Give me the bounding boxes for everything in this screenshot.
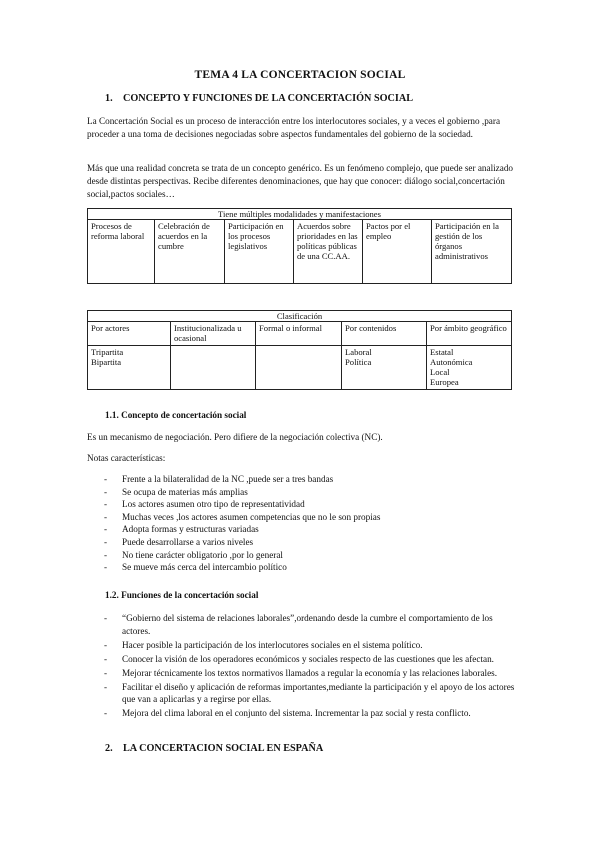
list-item-text: “Gobierno del sistema de relaciones laborales”,ordenando desde la cumbre el comportamiento de los actores. [122, 613, 493, 636]
classification-cell-actores [88, 346, 171, 390]
section-1-paragraph-1: La Concertación Social es un proceso de interacción entre los interlocutores sociales, y a veces el gobierno ,para proceder a una toma de decisiones negociadas sobre aspectos fundamentales del gobierno de la sociedad. [87, 116, 501, 139]
list-item [87, 511, 380, 524]
classification-column-header: Por actores [88, 322, 171, 346]
dash-bullet: - [104, 562, 108, 573]
classification-value: Europea [430, 377, 459, 387]
list-item [87, 681, 522, 706]
list-item-text: Puede desarrollarse a varios niveles [122, 536, 254, 547]
list-item-text: Frente a la bilateralidad de la NC ,puede ser a tres bandas [122, 474, 334, 484]
dash-bullet: - [104, 511, 108, 522]
list-item [87, 523, 380, 536]
list-item [87, 561, 380, 574]
dash-bullet: - [104, 667, 108, 678]
list-item [87, 667, 522, 680]
dash-bullet: - [104, 474, 108, 484]
dash-bullet: - [104, 653, 108, 664]
dash-bullet: - [104, 486, 108, 497]
section-2-heading: LA CONCERTACION SOCIAL EN ESPAÑA [123, 743, 324, 754]
dash-bullet: - [104, 708, 108, 718]
classification-column-header: Formal o informal [256, 322, 342, 346]
list-item [87, 707, 522, 720]
classification-cell-contenidos [342, 346, 427, 390]
modality-cell: Participación en los procesos legislativos [225, 220, 294, 284]
list-item-text: Hacer posible la participación de los interlocutores sociales en el sistema político. [122, 639, 423, 650]
list-item-text: Los actores asumen otro tipo de representatividad [122, 499, 305, 510]
classification-value: Local [430, 367, 450, 377]
section-1-heading: CONCEPTO Y FUNCIONES DE LA CONCERTACIÓN SOCIAL [123, 93, 414, 104]
list-item-text: Se mueve más cerca del intercambio político [122, 562, 287, 573]
dash-bullet: - [104, 524, 108, 535]
modality-cell: Acuerdos sobre prioridades en las políticas públicas de una CC.AA. [294, 220, 363, 284]
list-item-text: No tiene carácter obligatorio ,por lo general [122, 549, 283, 560]
list-item [87, 498, 380, 511]
functions-list [87, 612, 522, 721]
list-item-text: Conocer la visión de los operadores económicos y sociales respecto de las cuestiones que les afectan. [122, 653, 494, 664]
modality-cell: Celebración de acuerdos en la cumbre [155, 220, 225, 284]
classification-column-header: Por contenidos [342, 322, 427, 346]
modalities-table [87, 208, 512, 284]
notes-label: Notas características: [87, 453, 166, 463]
list-item-text: Muchas veces ,los actores asumen competencias que no le son propias [122, 511, 381, 522]
classification-value: Autonómica [430, 357, 473, 367]
classification-table [87, 310, 512, 390]
modality-cell: Procesos de reforma laboral [88, 220, 155, 284]
list-item [87, 536, 380, 549]
list-item-text: Mejora del clima laboral en el conjunto del sistema. Incrementar la paz social y resta conflicto. [122, 708, 471, 718]
dash-bullet: - [104, 613, 108, 623]
section-1-number: 1. [105, 93, 113, 104]
classification-cell-empty [256, 346, 342, 390]
dash-bullet: - [104, 549, 108, 560]
page-title: TEMA 4 LA CONCERTACION SOCIAL [194, 69, 406, 81]
list-item [87, 612, 522, 637]
modality-cell: Participación en la gestión de los órganos administrativos [432, 220, 512, 284]
list-item [87, 639, 522, 652]
classification-table-header: Clasificación [88, 311, 512, 322]
dash-bullet: - [104, 499, 108, 510]
classification-value: Estatal [430, 347, 454, 357]
list-item [87, 549, 380, 562]
section-1-1-heading: 1.1. Concepto de concertación social [105, 410, 247, 420]
modality-cell: Pactos por el empleo [363, 220, 432, 284]
classification-value: Política [345, 357, 372, 367]
list-item-text: Mejorar técnicamente los textos normativos llamados a regular la economía y las relaciones laborales. [122, 667, 498, 678]
list-item [87, 486, 380, 499]
dash-bullet: - [104, 681, 108, 692]
section-1-paragraph-2: Más que una realidad concreta se trata de un concepto genérico. Es un fenómeno complejo, que puede ser analizado desde distintas perspectivas. Recibe diferentes denominaciones, que hay que conocer: diálogo social,concertación social,pactos sociales… [87, 163, 514, 199]
list-item [87, 653, 522, 666]
dash-bullet: - [104, 639, 108, 650]
modalities-table-header: Tiene múltiples modalidades y manifestaciones [88, 209, 512, 220]
classification-column-header: Por ámbito geográfico [427, 322, 512, 346]
characteristics-list [87, 473, 380, 574]
dash-bullet: - [104, 536, 108, 547]
classification-cell-ambito [427, 346, 512, 390]
section-1-2-heading: 1.2. Funciones de la concertación social [105, 590, 259, 600]
section-1-1-intro: Es un mecanismo de negociación. Pero difiere de la negociación colectiva (NC). [87, 432, 383, 442]
classification-column-header: Institucionalizada u ocasional [171, 322, 256, 346]
list-item-text: Se ocupa de materias más amplias [122, 486, 248, 497]
list-item-text: Adopta formas y estructuras variadas [122, 524, 259, 535]
section-2-number: 2. [105, 743, 113, 754]
classification-value: Bipartita [91, 357, 122, 367]
list-item [87, 473, 380, 486]
classification-cell-empty [171, 346, 256, 390]
classification-value: Laboral [345, 347, 372, 357]
classification-value: Tripartita [91, 347, 124, 357]
list-item-text: Facilitar el diseño y aplicación de reformas importantes,mediante la participación y el apoyo de los actores que van a aplicarlas y a regirse por ellas. [122, 681, 515, 704]
